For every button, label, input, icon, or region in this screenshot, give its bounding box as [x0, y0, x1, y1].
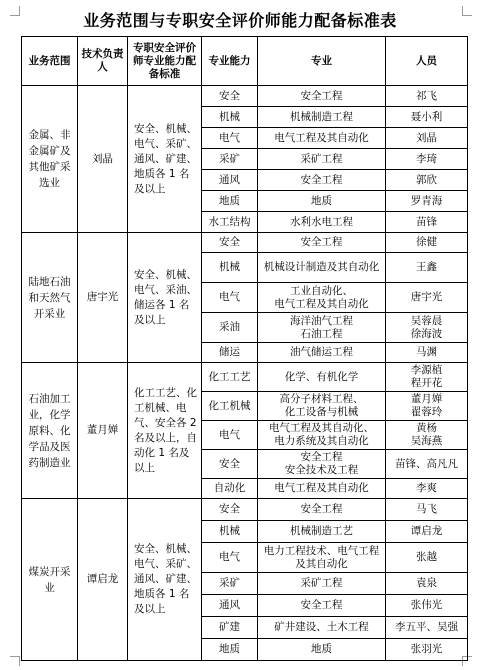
ability-cell: 安全 [202, 86, 258, 107]
major-cell: 安全工程 [258, 86, 386, 107]
people-cell: 张羽光 [386, 639, 468, 661]
people-cell: 袁泉 [386, 573, 468, 595]
people-cell: 马飞 [386, 499, 468, 521]
people-cell: 祁飞 [386, 86, 468, 107]
major-cell: 化学、有机化学 [258, 363, 386, 392]
people-cell: 郭欣 [386, 170, 468, 191]
standard-cell: 安全、机械、电气、采矿、通风、矿建、地质各 1 名及以上 [128, 86, 202, 233]
lead-cell: 董月婵 [78, 363, 128, 499]
header-scope: 业务范围 [22, 37, 78, 86]
major-cell: 采矿工程 [258, 573, 386, 595]
major-cell: 电气工程及其自动化 [258, 128, 386, 149]
major-cell: 地质 [258, 191, 386, 212]
ability-cell: 安全 [202, 499, 258, 521]
ability-cell: 化工工艺 [202, 363, 258, 392]
people-cell: 李源植 程开花 [386, 363, 468, 392]
ability-cell: 采矿 [202, 149, 258, 170]
major-cell: 电力工程技术、电气工程及其自动化 [258, 543, 386, 573]
table-row [22, 499, 468, 521]
people-cell: 张越 [386, 543, 468, 573]
people-cell: 黄杨 吴海燕 [386, 421, 468, 450]
major-cell: 机械制造工艺 [258, 521, 386, 543]
table-row [22, 86, 468, 107]
major-cell: 机械设计制造及其自动化 [258, 253, 386, 283]
standard-cell: 化工工艺、化工机械、电气、安全各 2 名及以上，自动化 1 名及以上 [128, 363, 202, 499]
major-cell: 高分子材料工程、 化工设备与机械 [258, 392, 386, 421]
corner-mark [10, 656, 20, 666]
header-lead: 技术负责人 [78, 37, 128, 86]
ability-cell: 采矿 [202, 573, 258, 595]
ability-cell: 机械 [202, 107, 258, 128]
major-cell: 安全工程 [258, 170, 386, 191]
header-standard: 专职安全评价师专业能力配备标准 [128, 37, 202, 86]
page-title: 业务范围与专职安全评价师能力配备标准表 [83, 11, 397, 30]
table-row [22, 233, 468, 253]
major-cell: 安全工程 [258, 499, 386, 521]
ability-cell: 储运 [202, 343, 258, 363]
people-cell: 吴蓉晨 徐海波 [386, 313, 468, 343]
scope-cell: 煤炭开采业 [22, 499, 78, 661]
ability-cell: 电气 [202, 283, 258, 313]
ability-cell: 通风 [202, 595, 258, 617]
ability-cell: 地质 [202, 639, 258, 661]
ability-cell: 机械 [202, 521, 258, 543]
table-header-row [22, 37, 468, 86]
ability-cell: 电气 [202, 128, 258, 149]
major-cell: 采矿工程 [258, 149, 386, 170]
staffing-table [21, 36, 468, 661]
people-cell: 苗锋、高凡凡 [386, 450, 468, 479]
ability-cell: 安全 [202, 233, 258, 253]
header-people: 人员 [386, 37, 468, 86]
major-cell: 电气工程及其自动化、 电力系统及其自动化 [258, 421, 386, 450]
people-cell: 李五平、吴强 [386, 617, 468, 639]
people-cell: 刘晶 [386, 128, 468, 149]
header-major: 专业 [258, 37, 386, 86]
major-cell: 安全工程 [258, 233, 386, 253]
table-row [22, 363, 468, 392]
ability-cell: 采油 [202, 313, 258, 343]
people-cell: 唐宇光 [386, 283, 468, 313]
major-cell: 地质 [258, 639, 386, 661]
major-cell: 安全工程 安全技术及工程 [258, 450, 386, 479]
ability-cell: 电气 [202, 421, 258, 450]
lead-cell: 唐宇光 [78, 233, 128, 363]
standard-cell: 安全、机械、电气、采油、储运各 1 名及以上 [128, 233, 202, 363]
major-cell: 安全工程 [258, 595, 386, 617]
major-cell: 电气工程及其自动化 [258, 479, 386, 499]
ability-cell: 机械 [202, 253, 258, 283]
ability-cell: 安全 [202, 450, 258, 479]
ability-cell: 水工结构 [202, 212, 258, 233]
lead-cell: 谭启龙 [78, 499, 128, 661]
ability-cell: 矿建 [202, 617, 258, 639]
major-cell: 油气储运工程 [258, 343, 386, 363]
people-cell: 马渊 [386, 343, 468, 363]
ability-cell: 电气 [202, 543, 258, 573]
people-cell: 罗青海 [386, 191, 468, 212]
ability-cell: 通风 [202, 170, 258, 191]
people-cell: 张伟光 [386, 595, 468, 617]
people-cell: 苗锋 [386, 212, 468, 233]
scope-cell: 陆地石油和天然气开采业 [22, 233, 78, 363]
header-ability: 专业能力 [202, 37, 258, 86]
people-cell: 李爽 [386, 479, 468, 499]
major-cell: 工业自动化、 电气工程及其自动化 [258, 283, 386, 313]
ability-cell: 地质 [202, 191, 258, 212]
major-cell: 水利水电工程 [258, 212, 386, 233]
people-cell: 谭启龙 [386, 521, 468, 543]
major-cell: 海洋油气工程 石油工程 [258, 313, 386, 343]
people-cell: 李琦 [386, 149, 468, 170]
ability-cell: 化工机械 [202, 392, 258, 421]
lead-cell: 刘晶 [78, 86, 128, 233]
scope-cell: 金属、非金属矿及其他矿采选业 [22, 86, 78, 233]
people-cell: 王鑫 [386, 253, 468, 283]
standard-cell: 安全、机械、电气、采矿、通风、矿建、地质各 1 名及以上 [128, 499, 202, 661]
major-cell: 矿井建设、土木工程 [258, 617, 386, 639]
major-cell: 机械制造工程 [258, 107, 386, 128]
people-cell: 聂小利 [386, 107, 468, 128]
people-cell: 董月婵 翟蓉玲 [386, 392, 468, 421]
ability-cell: 自动化 [202, 479, 258, 499]
people-cell: 徐健 [386, 233, 468, 253]
scope-cell: 石油加工业，化学原料、化学品及医药制造业 [22, 363, 78, 499]
